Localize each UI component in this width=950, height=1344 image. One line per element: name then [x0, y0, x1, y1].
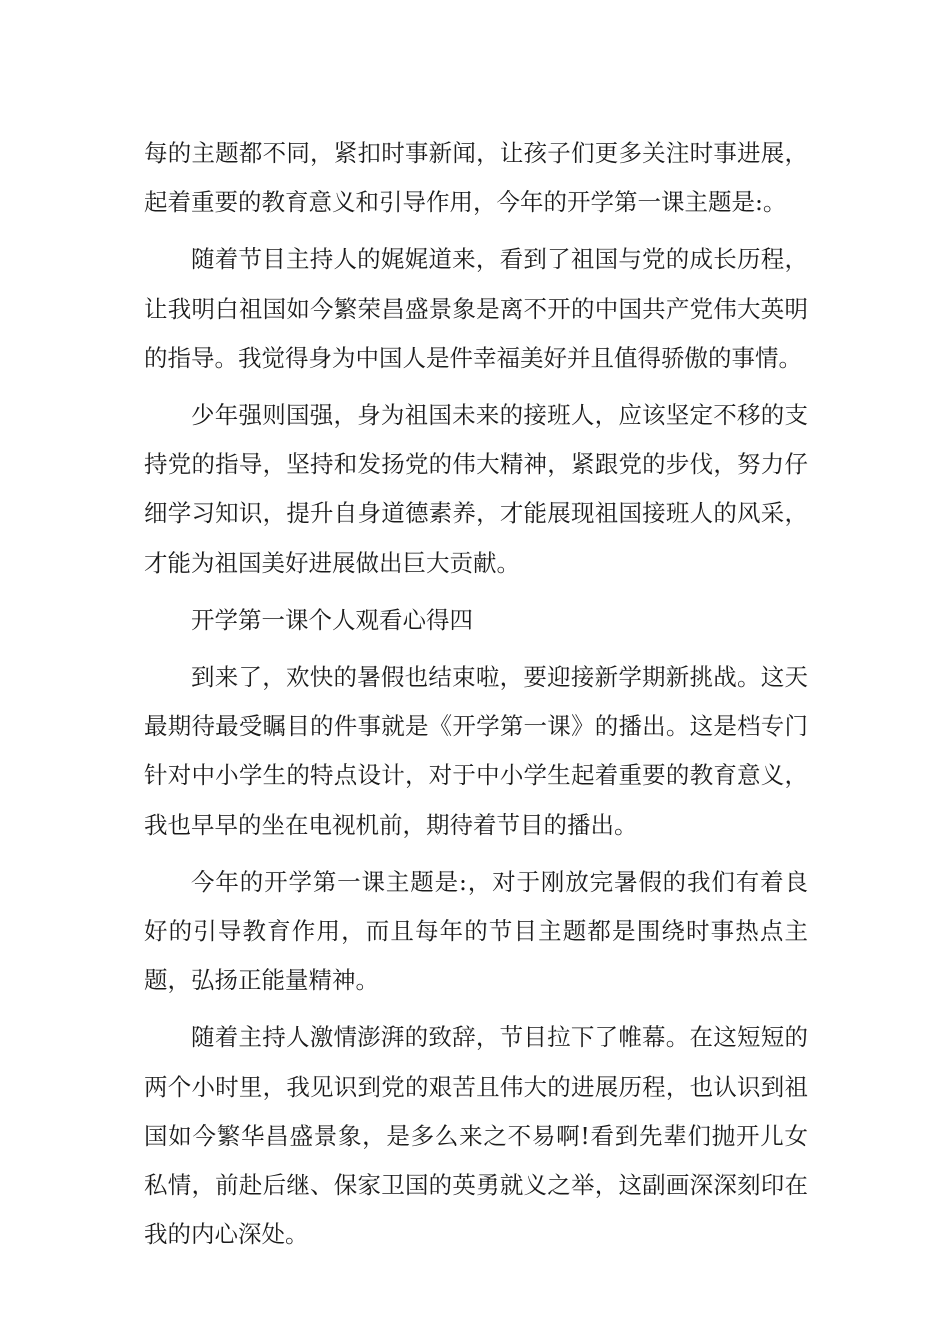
paragraph-3: 少年强则国强，身为祖国未来的接班人，应该坚定不移的支持党的指导，坚持和发扬党的伟大精神，紧跟党的步伐，努力仔细学习知识，提升自身道德素养，才能展现祖国接班人的风采，才能为祖国美好进展做出巨大贡献。	[144, 401, 808, 577]
paragraph-5: 到来了，欢快的暑假也结束啦，要迎接新学期新挑战。这天最期待最受瞩目的件事就是《开学第一课》的播出。这是档专门针对中小学生的特点设计，对于中小学生起着重要的教育意义，我也早早的坐在电视机前，期待着节目的播出。	[144, 663, 808, 839]
document-body	[144, 129, 808, 1267]
paragraph-1: 每的主题都不同，紧扣时事新闻，让孩子们更多关注时事进展，起着重要的教育意义和引导作用，今年的开学第一课主题是:。	[144, 139, 808, 217]
section-heading: 开学第一课个人观看心得四	[191, 605, 473, 634]
paragraph-2: 随着节目主持人的娓娓道来，看到了祖国与党的成长历程，让我明白祖国如今繁荣昌盛景象是离不开的中国共产党伟大英明的指导。我觉得身为中国人是件幸福美好并且值得骄傲的事情。	[144, 245, 808, 372]
paragraph-7: 随着主持人激情澎湃的致辞，节目拉下了帷幕。在这短短的两个小时里，我见识到党的艰苦且伟大的进展历程，也认识到祖国如今繁华昌盛景象，是多么来之不易啊!看到先辈们抛开儿女私情，前赴后继、保家卫国的英勇就义之举，这副画深深刻印在我的内心深处。	[144, 1023, 808, 1249]
paragraph-6: 今年的开学第一课主题是:，对于刚放完暑假的我们有着良好的引导教育作用，而且每年的节目主题都是围绕时事热点主题，弘扬正能量精神。	[144, 867, 808, 995]
